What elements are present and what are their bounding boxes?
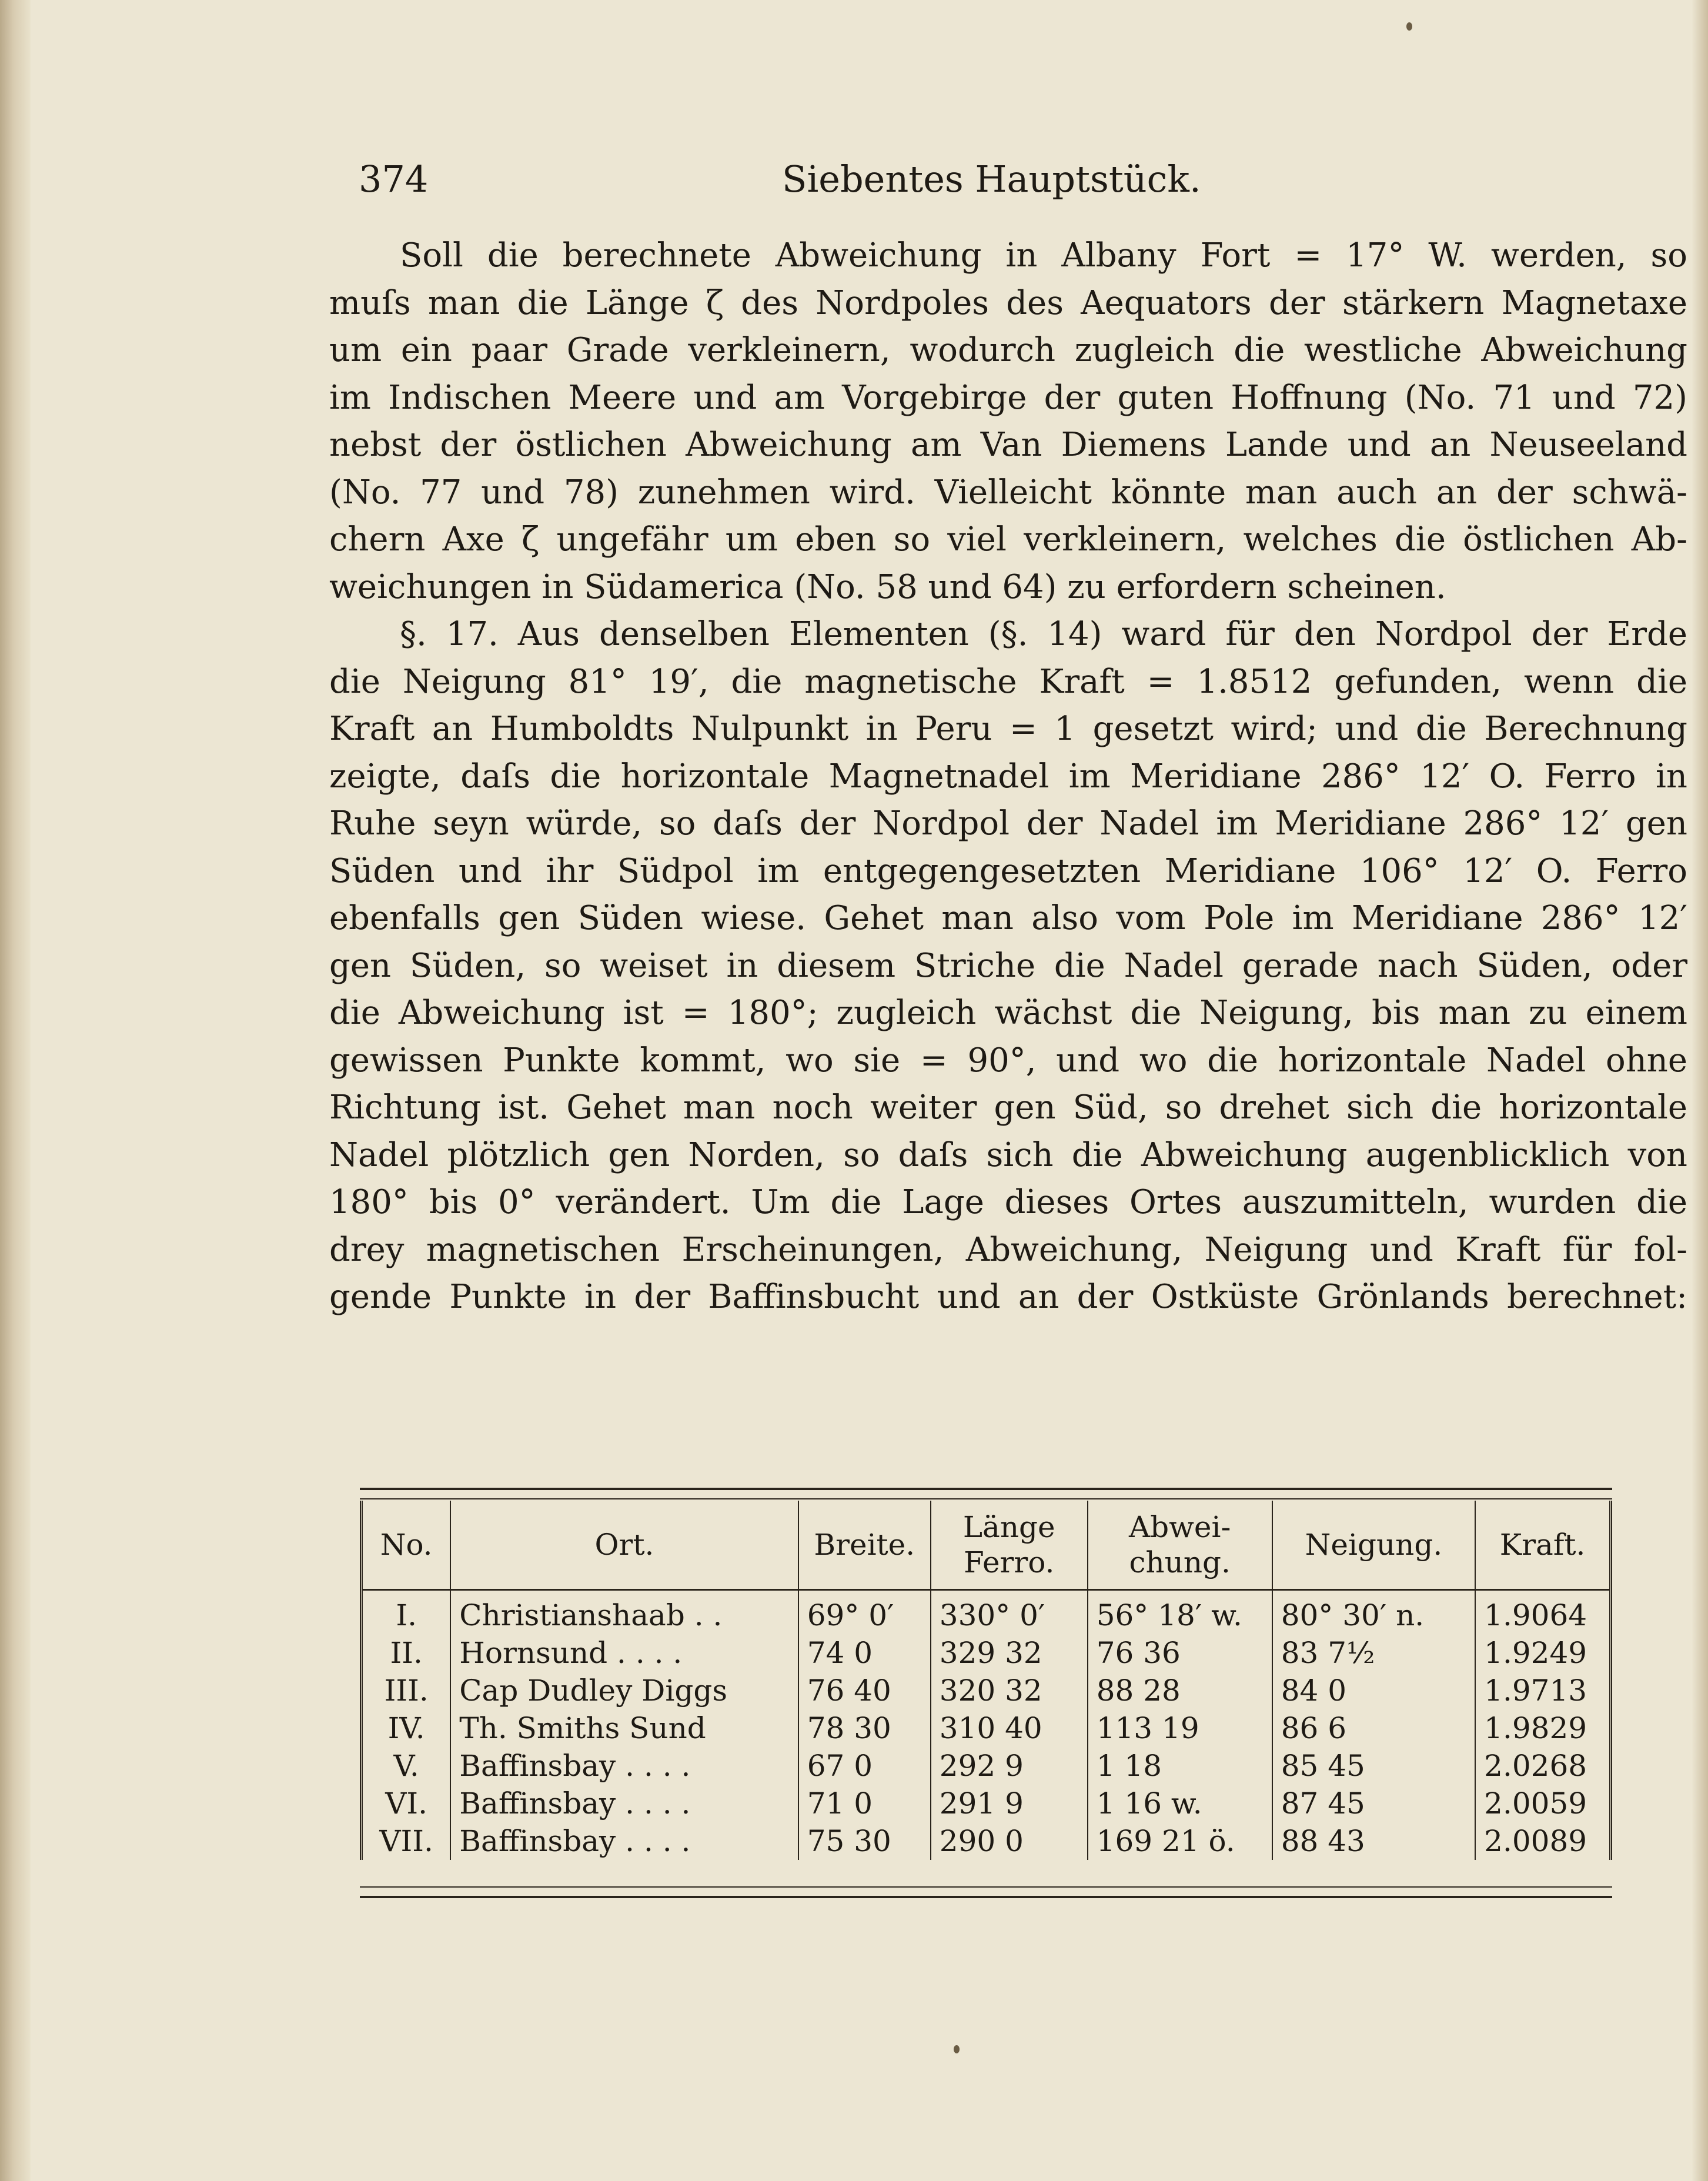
cell-laenge: 320 32 [931, 1672, 1088, 1709]
cell-ort: Th. Smiths Sund [450, 1709, 798, 1747]
text-line: Nadel plötzlich gen Norden, so daſs sich die Abweichung augenblicklich von [329, 1135, 1687, 1174]
text-line: gewissen Punkte kommt, wo sie = 90°, und wo die horizontale Nadel ohne [329, 1041, 1687, 1080]
cell-laenge: 292 9 [931, 1747, 1088, 1785]
table-row [362, 1634, 1611, 1672]
text-line: gen Süden, so weiset in diesem Striche die Nadel gerade nach Süden, oder [329, 946, 1687, 985]
cell-neigung: 84 0 [1272, 1672, 1475, 1709]
table-row [362, 1747, 1611, 1785]
cell-kraft: 1.9829 [1475, 1709, 1610, 1747]
cell-no: V. [393, 1749, 419, 1783]
cell-neigung: 85 45 [1272, 1747, 1475, 1785]
page-gutter-shadow [0, 0, 31, 2181]
cell-neigung: 86 6 [1272, 1709, 1475, 1747]
text-line: Soll die berechnete Abweichung in Albany Fort = 17° W. werden, so [400, 236, 1687, 275]
text-line: chern Axe ζ ungefähr um eben so viel verkleinern, welches die östlichen Ab- [329, 520, 1687, 559]
cell-kraft: 1.9713 [1475, 1672, 1610, 1709]
cell-ort: Hornsund . . . . [450, 1634, 798, 1672]
cell-ort: Christianshaab . . [450, 1590, 798, 1635]
text-line: weichungen in Südamerica (No. 58 und 64) zu erfordern scheinen. [329, 567, 1446, 606]
cell-no: II. [390, 1636, 423, 1670]
cell-laenge: 330° 0′ [931, 1590, 1088, 1635]
table-bottom-rule [360, 1886, 1612, 1898]
text-line: gende Punkte in der Baffinsbucht und an der Ostküste Grönlands berechnet: [329, 1278, 1687, 1316]
cell-laenge: 329 32 [931, 1634, 1088, 1672]
cell-abweichung: 169 21 ö. [1088, 1822, 1272, 1860]
cell-ort: Baffinsbay . . . . [450, 1785, 798, 1822]
text-line: Richtung ist. Gehet man noch weiter gen Süd, so drehet sich die horizontale [329, 1088, 1687, 1127]
cell-abweichung: 1 18 [1088, 1747, 1272, 1785]
text-line: (No. 77 und 78) zunehmen wird. Vielleicht könnte man auch an der schwä- [329, 473, 1687, 512]
text-line: 180° bis 0° verändert. Um die Lage dieses Ortes auszumitteln, wurden die [329, 1183, 1687, 1221]
column-header: Breite. [798, 1501, 931, 1590]
cell-neigung: 80° 30′ n. [1272, 1590, 1475, 1635]
text-line: zeigte, daſs die horizontale Magnetnadel im Meridiane 286° 12′ O. Ferro in [329, 757, 1687, 796]
ink-speck [1406, 22, 1412, 31]
cell-breite: 71 0 [798, 1785, 931, 1822]
cell-kraft: 2.0059 [1475, 1785, 1610, 1822]
text-line: Süden und ihr Südpol im entgegengesetzten Meridiane 106° 12′ O. Ferro [329, 851, 1687, 890]
cell-abweichung: 56° 18′ w. [1088, 1590, 1272, 1635]
column-header: No. [362, 1501, 451, 1590]
cell-kraft: 1.9064 [1475, 1590, 1610, 1635]
cell-kraft: 2.0089 [1475, 1822, 1610, 1860]
column-header: Länge Ferro. [931, 1501, 1088, 1590]
cell-laenge: 310 40 [931, 1709, 1088, 1747]
text-line: ebenfalls gen Süden wiese. Gehet man also vom Pole im Meridiane 286° 12′ [329, 899, 1687, 937]
text-line: die Neigung 81° 19′, die magnetische Kraft = 1.8512 gefunden, wenn die [329, 662, 1687, 701]
table-top-rule [360, 1488, 1612, 1499]
cell-abweichung: 1 16 w. [1088, 1785, 1272, 1822]
text-line: nebst der östlichen Abweichung am Van Diemens Lande und an Neuseeland [329, 426, 1687, 464]
column-header: Ort. [450, 1501, 798, 1590]
cell-abweichung: 76 36 [1088, 1634, 1272, 1672]
column-header: Neigung. [1272, 1501, 1475, 1590]
text-line: im Indischen Meere und am Vorgebirge der guten Hoffnung (No. 71 und 72) [329, 378, 1687, 417]
cell-ort: Cap Dudley Diggs [450, 1672, 798, 1709]
table-row [362, 1672, 1611, 1709]
body-text [329, 232, 1687, 1321]
cell-ort: Baffinsbay . . . . [450, 1822, 798, 1860]
cell-laenge: 291 9 [931, 1785, 1088, 1822]
table-row [362, 1709, 1611, 1747]
cell-neigung: 87 45 [1272, 1785, 1475, 1822]
text-line: die Abweichung ist = 180°; zugleich wächst die Neigung, bis man zu einem [329, 994, 1687, 1032]
cell-neigung: 83 7½ [1272, 1634, 1475, 1672]
cell-breite: 78 30 [798, 1709, 931, 1747]
ink-speck [954, 2045, 960, 2053]
table-row [362, 1590, 1611, 1635]
cell-no: I. [396, 1598, 417, 1632]
column-header: Abwei- chung. [1088, 1501, 1272, 1590]
cell-laenge: 290 0 [931, 1822, 1088, 1860]
data-table [360, 1501, 1612, 1860]
text-line: Ruhe seyn würde, so daſs der Nordpol der Nadel im Meridiane 286° 12′ gen [329, 804, 1687, 843]
cell-breite: 74 0 [798, 1634, 931, 1672]
cell-neigung: 88 43 [1272, 1822, 1475, 1860]
page-header [359, 158, 1417, 211]
cell-breite: 76 40 [798, 1672, 931, 1709]
cell-breite: 75 30 [798, 1822, 931, 1860]
cell-no: VI. [385, 1786, 428, 1821]
magnetic-data-table [360, 1488, 1612, 1899]
cell-kraft: 2.0268 [1475, 1747, 1610, 1785]
cell-breite: 69° 0′ [798, 1590, 931, 1635]
cell-abweichung: 113 19 [1088, 1709, 1272, 1747]
running-title: Siebentes Hauptstück. [782, 158, 1201, 201]
table-row [362, 1785, 1611, 1822]
text-line: §. 17. Aus denselben Elementen (§. 14) ward für den Nordpol der Erde [400, 615, 1687, 653]
text-line: muſs man die Länge ζ des Nordpoles des Aequators der stärkern Magnetaxe [329, 283, 1687, 322]
page-number: 374 [359, 158, 429, 201]
table-row [362, 1822, 1611, 1860]
cell-breite: 67 0 [798, 1747, 931, 1785]
text-line: drey magnetischen Erscheinungen, Abweichung, Neigung und Kraft für fol- [329, 1230, 1687, 1269]
text-line: um ein paar Grade verkleinern, wodurch zugleich die westliche Abweichung [329, 331, 1687, 369]
cell-kraft: 1.9249 [1475, 1634, 1610, 1672]
text-line: Kraft an Humboldts Nulpunkt in Peru = 1 gesetzt wird; und die Berechnung [329, 710, 1687, 748]
cell-no: III. [384, 1674, 429, 1708]
cell-ort: Baffinsbay . . . . [450, 1747, 798, 1785]
page-edge-shadow [1692, 0, 1708, 2181]
table-header-row [362, 1501, 1611, 1590]
column-header: Kraft. [1475, 1501, 1610, 1590]
cell-no: IV. [387, 1711, 425, 1745]
cell-no: VII. [379, 1824, 433, 1858]
cell-abweichung: 88 28 [1088, 1672, 1272, 1709]
